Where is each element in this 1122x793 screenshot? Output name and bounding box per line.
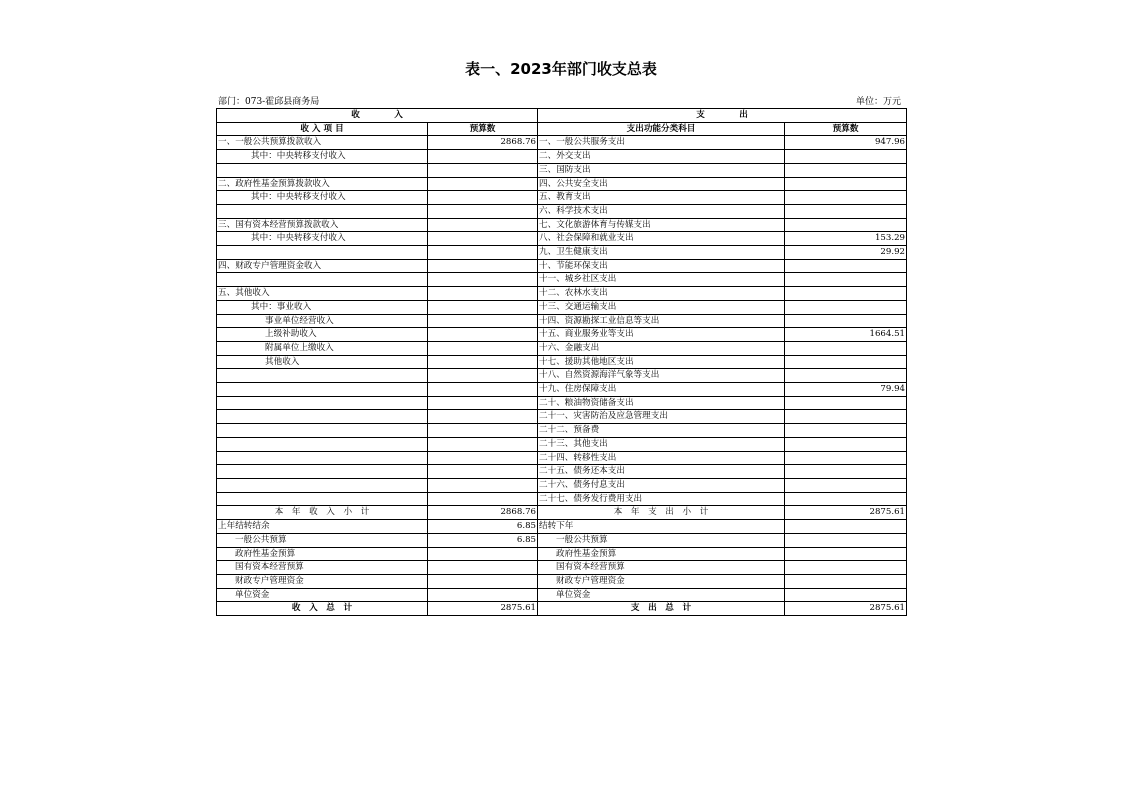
- budget-table: [216, 108, 907, 616]
- expense-budget-cell: [785, 218, 907, 232]
- expense-budget-cell: [785, 177, 907, 191]
- income-budget-cell: [428, 314, 538, 328]
- income-item-cell: 三、国有资本经营预算拨款收入: [217, 218, 428, 232]
- table-row: [217, 588, 907, 602]
- income-budget-cell: [428, 410, 538, 424]
- income-budget-header: 预算数: [428, 122, 538, 136]
- expense-item-cell: 二十七、债务发行费用支出: [538, 492, 785, 506]
- expense-budget-cell: [785, 588, 907, 602]
- expense-item-cell: 十一、城乡社区支出: [538, 273, 785, 287]
- income-budget-cell: 2868.76: [428, 136, 538, 150]
- income-item-cell: 其他收入: [217, 355, 428, 369]
- income-item-cell: 其中：中央转移支付收入: [217, 150, 428, 164]
- expense-budget-cell: [785, 150, 907, 164]
- expense-item-cell: 二十四、转移性支出: [538, 451, 785, 465]
- expense-item-cell: 二十六、债务付息支出: [538, 478, 785, 492]
- expense-budget-cell: [785, 396, 907, 410]
- income-budget-cell: 6.85: [428, 520, 538, 534]
- income-budget-cell: [428, 478, 538, 492]
- expense-item-cell: 九、卫生健康支出: [538, 246, 785, 260]
- expense-budget-cell: [785, 369, 907, 383]
- table-row: [217, 163, 907, 177]
- income-budget-cell: [428, 451, 538, 465]
- expense-item-cell: 十九、住房保障支出: [538, 383, 785, 397]
- income-item-cell: [217, 492, 428, 506]
- expense-item-cell: 支 出 总 计: [538, 602, 785, 616]
- header-row-top: [217, 109, 907, 123]
- table-row: [217, 383, 907, 397]
- income-header: 收 入: [217, 109, 538, 123]
- income-item-cell: 单位资金: [217, 588, 428, 602]
- table-row: [217, 246, 907, 260]
- expense-item-cell: 国有资本经营预算: [538, 561, 785, 575]
- income-budget-cell: [428, 355, 538, 369]
- expense-budget-cell: [785, 204, 907, 218]
- expense-budget-cell: [785, 533, 907, 547]
- income-item-cell: 本 年 收 入 小 计: [217, 506, 428, 520]
- table-row: [217, 451, 907, 465]
- expense-budget-cell: [785, 191, 907, 205]
- expense-budget-cell: [785, 314, 907, 328]
- income-item-cell: [217, 383, 428, 397]
- table-row: [217, 204, 907, 218]
- income-item-cell: [217, 204, 428, 218]
- income-item-cell: 财政专户管理资金: [217, 574, 428, 588]
- income-item-cell: 四、财政专户管理资金收入: [217, 259, 428, 273]
- expense-item-header: 支出功能分类科目: [538, 122, 785, 136]
- unit-label: 单位：万元: [856, 97, 902, 107]
- income-budget-cell: [428, 369, 538, 383]
- expense-budget-cell: [785, 520, 907, 534]
- income-item-cell: [217, 451, 428, 465]
- expense-item-cell: 七、文化旅游体育与传媒支出: [538, 218, 785, 232]
- income-budget-cell: [428, 204, 538, 218]
- income-budget-cell: 2875.61: [428, 602, 538, 616]
- income-budget-cell: [428, 177, 538, 191]
- income-item-cell: 其中：事业收入: [217, 300, 428, 314]
- expense-item-cell: 一、一般公共服务支出: [538, 136, 785, 150]
- expense-item-cell: 十二、农林水支出: [538, 287, 785, 301]
- expense-budget-cell: 79.94: [785, 383, 907, 397]
- income-budget-cell: 6.85: [428, 533, 538, 547]
- expense-item-cell: 十七、援助其他地区支出: [538, 355, 785, 369]
- table-row: [217, 506, 907, 520]
- income-item-cell: [217, 273, 428, 287]
- table-row: [217, 492, 907, 506]
- expense-budget-cell: [785, 424, 907, 438]
- table-row: [217, 396, 907, 410]
- expense-item-cell: 十八、自然资源海洋气象等支出: [538, 369, 785, 383]
- income-item-cell: 五、其他收入: [217, 287, 428, 301]
- income-budget-cell: [428, 191, 538, 205]
- expense-item-cell: 二十三、其他支出: [538, 437, 785, 451]
- expense-item-cell: 三、国防支出: [538, 163, 785, 177]
- income-budget-cell: [428, 465, 538, 479]
- table-row: [217, 232, 907, 246]
- expense-header: 支 出: [538, 109, 907, 123]
- table-row: [217, 259, 907, 273]
- income-budget-cell: [428, 574, 538, 588]
- expense-item-cell: 二十五、债务还本支出: [538, 465, 785, 479]
- income-budget-cell: [428, 218, 538, 232]
- department-label: 部门：073-霍邱县商务局: [218, 97, 320, 107]
- income-item-cell: 其中：中央转移支付收入: [217, 232, 428, 246]
- income-item-cell: 一般公共预算: [217, 533, 428, 547]
- expense-budget-cell: [785, 561, 907, 575]
- table-row: [217, 191, 907, 205]
- income-budget-cell: [428, 383, 538, 397]
- table-row: [217, 465, 907, 479]
- expense-budget-cell: [785, 437, 907, 451]
- expense-budget-cell: [785, 410, 907, 424]
- income-item-cell: 国有资本经营预算: [217, 561, 428, 575]
- expense-budget-cell: 2875.61: [785, 602, 907, 616]
- table-row: [217, 478, 907, 492]
- expense-budget-cell: 947.96: [785, 136, 907, 150]
- income-budget-cell: [428, 328, 538, 342]
- table-row: [217, 150, 907, 164]
- expense-budget-cell: [785, 478, 907, 492]
- expense-item-cell: 二、外交支出: [538, 150, 785, 164]
- expense-budget-cell: [785, 355, 907, 369]
- income-item-cell: [217, 246, 428, 260]
- income-item-cell: 收 入 总 计: [217, 602, 428, 616]
- expense-item-cell: 二十二、预备费: [538, 424, 785, 438]
- income-budget-cell: [428, 163, 538, 177]
- table-row: [217, 520, 907, 534]
- expense-budget-cell: [785, 300, 907, 314]
- income-budget-cell: [428, 232, 538, 246]
- income-budget-cell: [428, 424, 538, 438]
- income-budget-cell: [428, 300, 538, 314]
- income-item-cell: 政府性基金预算: [217, 547, 428, 561]
- income-item-cell: [217, 369, 428, 383]
- expense-budget-cell: 29.92: [785, 246, 907, 260]
- expense-budget-cell: [785, 451, 907, 465]
- table-row: [217, 273, 907, 287]
- expense-budget-header: 预算数: [785, 122, 907, 136]
- income-budget-cell: [428, 561, 538, 575]
- income-budget-cell: [428, 259, 538, 273]
- expense-budget-cell: [785, 273, 907, 287]
- expense-item-cell: 财政专户管理资金: [538, 574, 785, 588]
- expense-budget-cell: [785, 287, 907, 301]
- table-row: [217, 300, 907, 314]
- expense-budget-cell: [785, 492, 907, 506]
- expense-item-cell: 一般公共预算: [538, 533, 785, 547]
- income-budget-cell: [428, 437, 538, 451]
- income-item-cell: 附属单位上缴收入: [217, 341, 428, 355]
- expense-item-cell: 十五、商业服务业等支出: [538, 328, 785, 342]
- table-row: [217, 574, 907, 588]
- income-budget-cell: [428, 287, 538, 301]
- expense-item-cell: 单位资金: [538, 588, 785, 602]
- expense-budget-cell: 153.29: [785, 232, 907, 246]
- table-row: [217, 602, 907, 616]
- expense-budget-cell: [785, 574, 907, 588]
- expense-item-cell: 五、教育支出: [538, 191, 785, 205]
- income-item-cell: [217, 424, 428, 438]
- table-row: [217, 369, 907, 383]
- expense-item-cell: 八、社会保障和就业支出: [538, 232, 785, 246]
- expense-item-cell: 本 年 支 出 小 计: [538, 506, 785, 520]
- page-title: 表一、2023年部门收支总表: [465, 60, 657, 78]
- income-budget-cell: [428, 396, 538, 410]
- income-budget-cell: 2868.76: [428, 506, 538, 520]
- income-item-cell: 其中：中央转移支付收入: [217, 191, 428, 205]
- income-item-cell: [217, 410, 428, 424]
- expense-item-cell: 二十一、灾害防治及应急管理支出: [538, 410, 785, 424]
- table-row: [217, 136, 907, 150]
- table-row: [217, 287, 907, 301]
- table-row: [217, 218, 907, 232]
- table-row: [217, 314, 907, 328]
- table-row: [217, 410, 907, 424]
- table-row: [217, 547, 907, 561]
- income-item-cell: 一、一般公共预算拨款收入: [217, 136, 428, 150]
- expense-item-cell: 十四、资源勘探工业信息等支出: [538, 314, 785, 328]
- expense-budget-cell: 2875.61: [785, 506, 907, 520]
- expense-item-cell: 十三、交通运输支出: [538, 300, 785, 314]
- income-budget-cell: [428, 273, 538, 287]
- expense-item-cell: 六、科学技术支出: [538, 204, 785, 218]
- income-item-header: 收 入 项 目: [217, 122, 428, 136]
- income-budget-cell: [428, 246, 538, 260]
- income-item-cell: 事业单位经营收入: [217, 314, 428, 328]
- income-item-cell: [217, 163, 428, 177]
- expense-item-cell: 结转下年: [538, 520, 785, 534]
- expense-item-cell: 十六、金融支出: [538, 341, 785, 355]
- income-budget-cell: [428, 547, 538, 561]
- income-item-cell: [217, 396, 428, 410]
- expense-item-cell: 四、公共安全支出: [538, 177, 785, 191]
- income-item-cell: [217, 478, 428, 492]
- header-row-columns: [217, 122, 907, 136]
- table-row: [217, 561, 907, 575]
- income-item-cell: 二、政府性基金预算拨款收入: [217, 177, 428, 191]
- table-row: [217, 533, 907, 547]
- table-row: [217, 437, 907, 451]
- income-item-cell: [217, 465, 428, 479]
- table-row: [217, 177, 907, 191]
- income-budget-cell: [428, 588, 538, 602]
- expense-budget-cell: [785, 259, 907, 273]
- expense-item-cell: 政府性基金预算: [538, 547, 785, 561]
- income-budget-cell: [428, 150, 538, 164]
- table-row: [217, 328, 907, 342]
- income-item-cell: [217, 437, 428, 451]
- income-item-cell: 上级补助收入: [217, 328, 428, 342]
- expense-budget-cell: 1664.51: [785, 328, 907, 342]
- table-row: [217, 341, 907, 355]
- income-budget-cell: [428, 492, 538, 506]
- income-budget-cell: [428, 341, 538, 355]
- table-row: [217, 424, 907, 438]
- expense-item-cell: 二十、粮油物资储备支出: [538, 396, 785, 410]
- income-item-cell: 上年结转结余: [217, 520, 428, 534]
- expense-item-cell: 十、节能环保支出: [538, 259, 785, 273]
- expense-budget-cell: [785, 163, 907, 177]
- expense-budget-cell: [785, 341, 907, 355]
- expense-budget-cell: [785, 465, 907, 479]
- table-row: [217, 355, 907, 369]
- expense-budget-cell: [785, 547, 907, 561]
